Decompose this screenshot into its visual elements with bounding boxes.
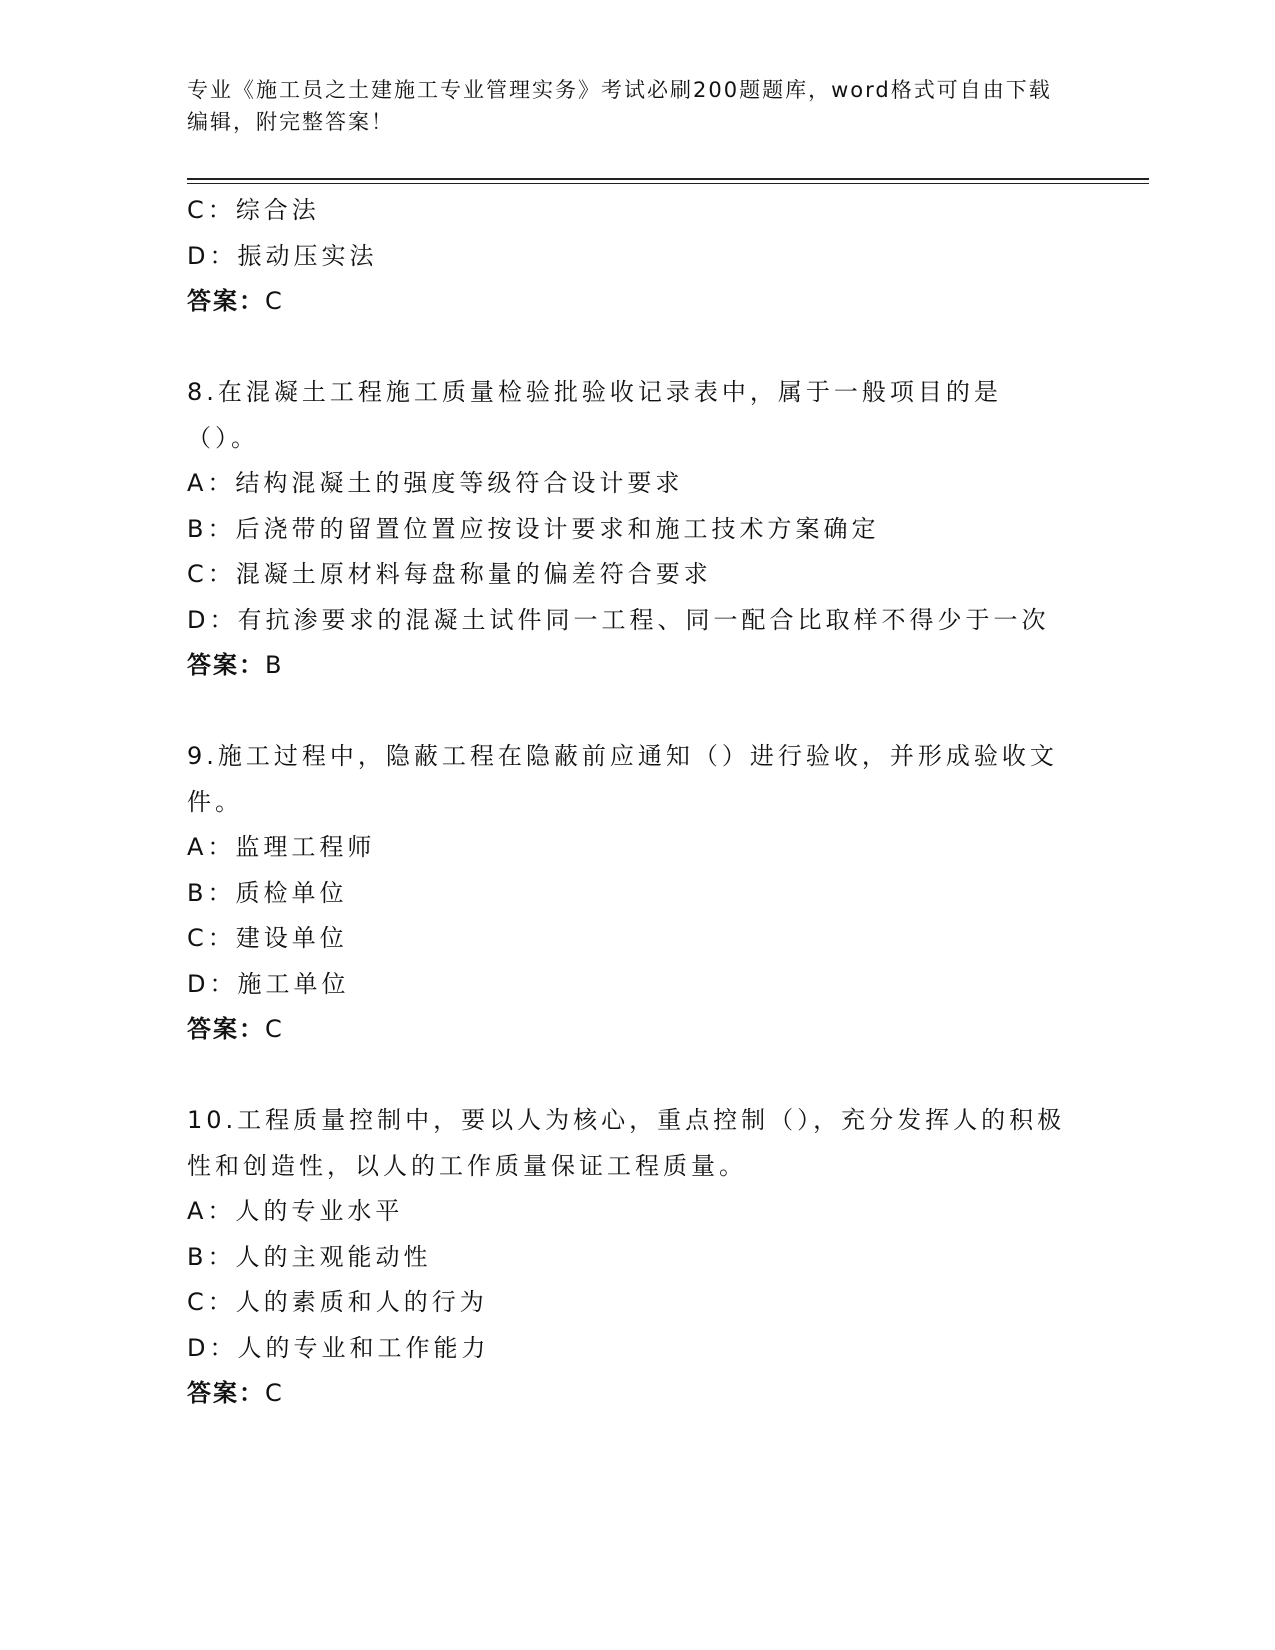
- option-d: D：有抗渗要求的混凝土试件同一工程、同一配合比取样不得少于一次: [187, 605, 1050, 634]
- document-header: 专业《施工员之土建施工专业管理实务》考试必刷200题题库，word格式可自由下载编辑，附完整答案！: [187, 78, 1052, 134]
- option-d: D：施工单位: [187, 969, 350, 998]
- spacer: [187, 1053, 1087, 1099]
- question-text: 8.在混凝土工程施工质量检验批验收记录表中，属于一般项目的是（）。: [187, 378, 1002, 452]
- option-c: C：混凝土原材料每盘称量的偏差符合要求: [187, 560, 712, 588]
- option-c: C：人的素质和人的行为: [187, 1288, 488, 1316]
- answer-value: B: [265, 651, 284, 679]
- answer-label: 答案：: [187, 287, 265, 315]
- answer-value: C: [265, 1379, 284, 1407]
- question-block-9: [187, 734, 1087, 1053]
- option-a: A：监理工程师: [187, 833, 376, 861]
- question-block-7: [187, 188, 1087, 325]
- answer-line: [187, 279, 1087, 325]
- option-d: D：振动压实法: [187, 241, 378, 270]
- header-divider-thin: [187, 183, 1149, 184]
- answer-line: [187, 643, 1087, 689]
- question-text: 9.施工过程中，隐蔽工程在隐蔽前应通知（）进行验收，并形成验收文件。: [187, 742, 1058, 816]
- answer-line: [187, 1007, 1087, 1053]
- option-a: A：人的专业水平: [187, 1197, 404, 1225]
- spacer: [187, 689, 1087, 735]
- question-block-8: [187, 370, 1087, 689]
- question-text: 10.工程质量控制中，要以人为核心，重点控制（），充分发挥人的积极性和创造性，以人的工作质量保证工程质量。: [187, 1106, 1066, 1180]
- question-content: [187, 188, 1087, 1417]
- option-d: D：人的专业和工作能力: [187, 1333, 490, 1362]
- option-b: B：后浇带的留置位置应按设计要求和施工技术方案确定: [187, 514, 880, 543]
- answer-line: [187, 1371, 1087, 1417]
- answer-label: 答案：: [187, 651, 265, 679]
- option-c: C：综合法: [187, 196, 320, 224]
- option-c: C：建设单位: [187, 924, 348, 952]
- option-b: B：质检单位: [187, 878, 348, 907]
- header-divider-thick: [187, 178, 1149, 180]
- question-block-10: [187, 1098, 1087, 1417]
- answer-value: C: [265, 1015, 284, 1043]
- option-a: A：结构混凝土的强度等级符合设计要求: [187, 469, 684, 497]
- answer-value: C: [265, 287, 284, 315]
- answer-label: 答案：: [187, 1015, 265, 1043]
- spacer: [187, 325, 1087, 371]
- answer-label: 答案：: [187, 1379, 265, 1407]
- option-b: B：人的主观能动性: [187, 1242, 432, 1271]
